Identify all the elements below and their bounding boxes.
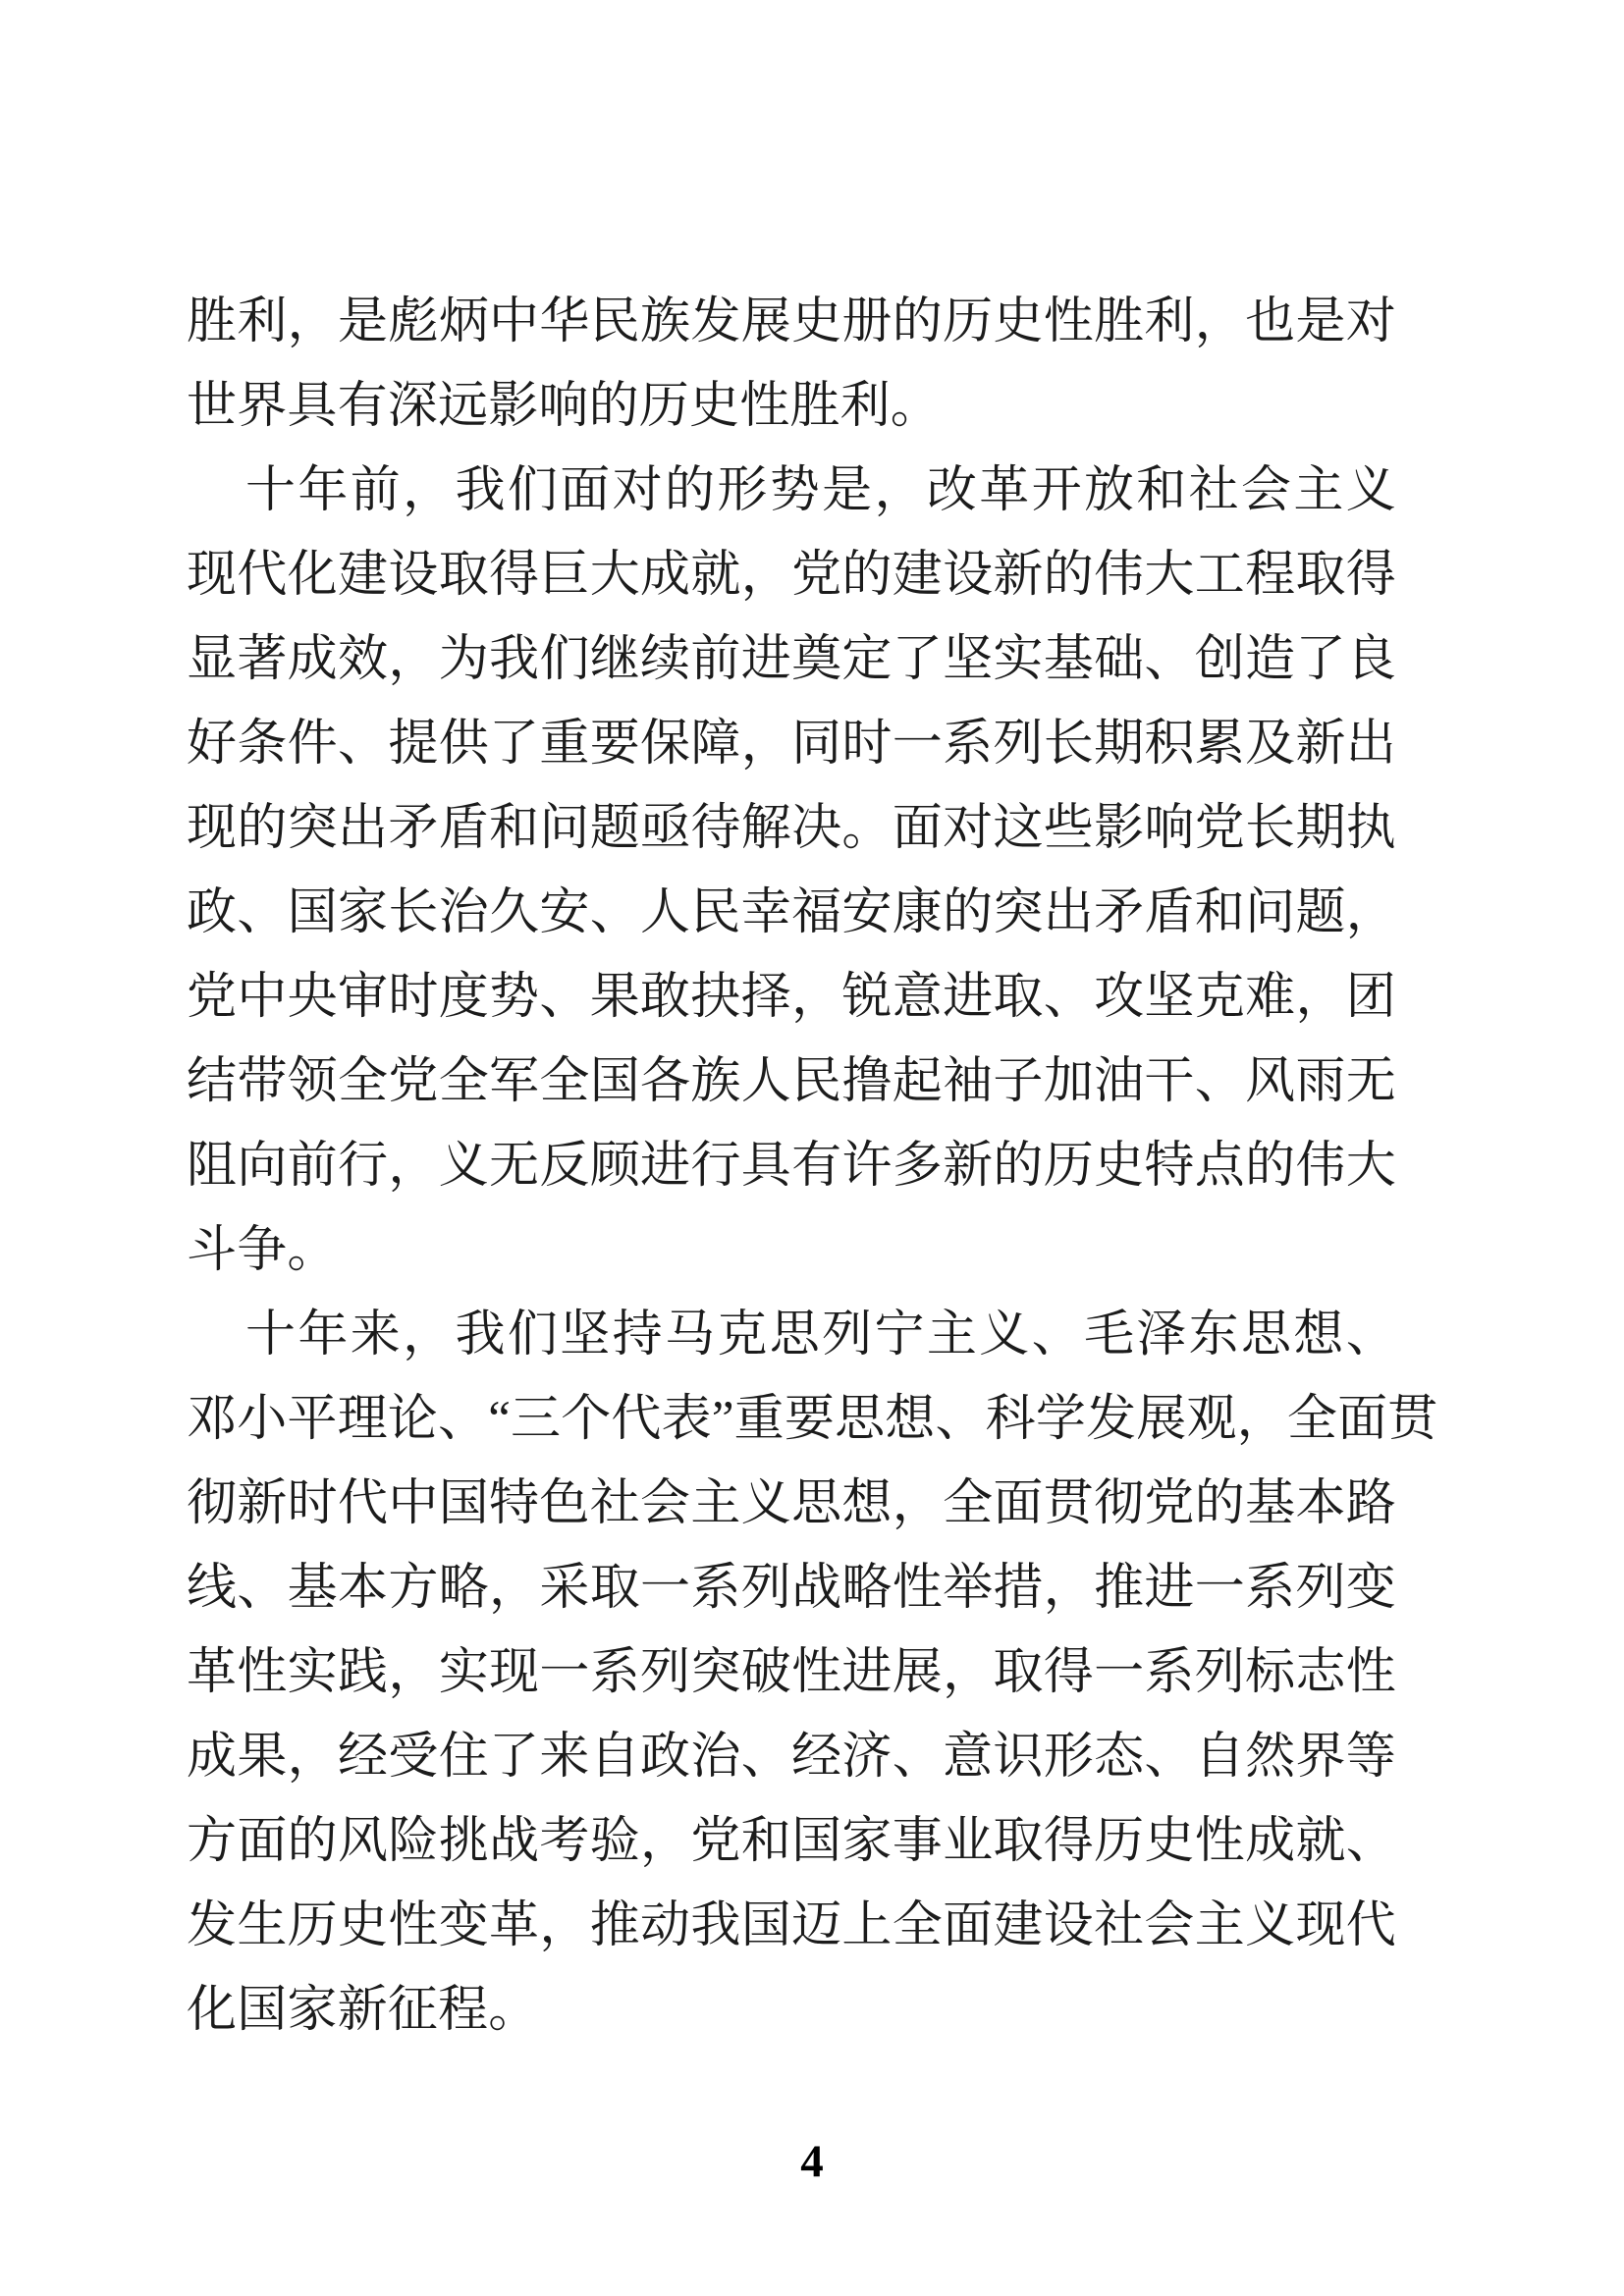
text-line: 化国家新征程。: [187, 1983, 539, 2038]
page-number: 4: [800, 2136, 824, 2187]
text-line: 胜利，是彪炳中华民族发展史册的历史性胜利，也是对: [187, 294, 1396, 349]
text-line: 党中央审时度势、果敢抉择，锐意进取、攻坚克难，团: [187, 970, 1396, 1025]
text-line: 阻向前行，义无反顾进行具有许多新的历史特点的伟大: [187, 1139, 1396, 1194]
text-line: 结带领全党全军全国各族人民撸起袖子加油干、风雨无: [187, 1054, 1396, 1109]
text-line: 显著成效，为我们继续前进奠定了坚实基础、创造了良: [187, 632, 1396, 687]
text-line: 线、基本方略，采取一系列战略性举措，推进一系列变: [187, 1561, 1396, 1616]
text-line: 好条件、提供了重要保障，同时一系列长期积累及新出: [187, 717, 1396, 772]
text-line: 发生历史性变革，推动我国迈上全面建设社会主义现代: [187, 1898, 1396, 1953]
text-line: 革性实践，实现一系列突破性进展，取得一系列标志性: [187, 1645, 1396, 1700]
text-line: 政、国家长治久安、人民幸福安康的突出矛盾和问题，: [187, 885, 1396, 940]
text-line: 世界具有深远影响的历史性胜利。: [187, 379, 942, 434]
text-line: 现的突出矛盾和问题亟待解决。面对这些影响党长期执: [187, 801, 1396, 856]
text-line: 十年来，我们坚持马克思列宁主义、毛泽东思想、: [245, 1308, 1396, 1362]
text-line: 彻新时代中国特色社会主义思想，全面贯彻党的基本路: [187, 1476, 1396, 1531]
text-line: 现代化建设取得巨大成就，党的建设新的伟大工程取得: [187, 548, 1396, 603]
text-line: 十年前，我们面对的形势是，改革开放和社会主义: [245, 463, 1396, 518]
text-line: 成果，经受住了来自政治、经济、意识形态、自然界等: [187, 1730, 1396, 1785]
text-line: 斗争。: [187, 1223, 338, 1278]
text-block: [187, 280, 1438, 2053]
text-line: 邓小平理论、“三个代表”重要思想、科学发展观，全面贯: [187, 1392, 1438, 1447]
text-line: 方面的风险挑战考验，党和国家事业取得历史性成就、: [187, 1814, 1396, 1869]
